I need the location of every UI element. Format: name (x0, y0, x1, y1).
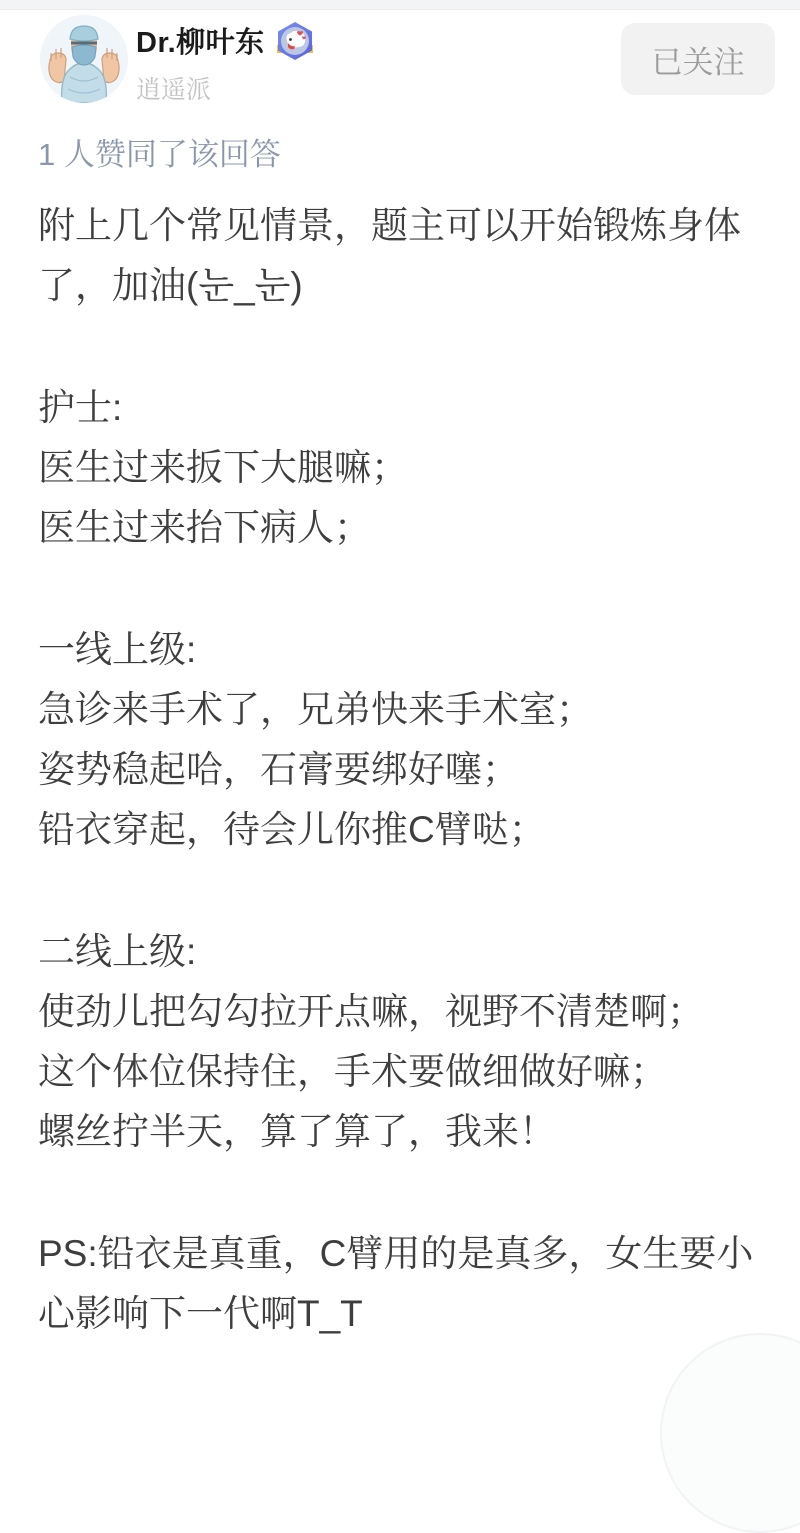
content-line: 二线上级: (38, 931, 197, 972)
author-subtitle: 逍遥派 (136, 76, 212, 104)
content-line: 护士: (38, 387, 123, 428)
content-line: PS:铅衣是真重，C臂用的是真多，女生要小 (38, 1233, 754, 1274)
content-line: 螺丝拧半天，算了算了，我来！ (38, 1111, 556, 1152)
achievement-medal-icon[interactable] (275, 21, 315, 61)
author-info (136, 20, 315, 106)
followed-button[interactable]: 已关注 (621, 23, 775, 95)
paragraph (38, 378, 770, 558)
surgeon-avatar-icon (40, 15, 128, 103)
paragraph (38, 922, 770, 1162)
paragraph (38, 196, 770, 316)
floating-action-button[interactable] (660, 1333, 800, 1533)
author-header (0, 10, 800, 110)
content-line: 了，加油(눈_눈) (38, 265, 303, 306)
author-name[interactable]: Dr.柳叶东 (136, 27, 265, 59)
top-divider (0, 0, 800, 10)
content-line: 医生过来扳下大腿嘛； (38, 447, 408, 488)
content-line: 姿势稳起哈，石膏要绑好噻； (38, 749, 519, 790)
content-line: 附上几个常见情景，题主可以开始锻炼身体 (38, 205, 741, 246)
content-line: 这个体位保持住，手术要做细做好嘛； (38, 1051, 667, 1092)
vote-count-text: 1 人赞同了该回答 (38, 137, 281, 172)
answer-content (0, 196, 800, 1344)
content-line: 心影响下一代啊T_T (38, 1293, 363, 1334)
content-line: 医生过来抬下病人； (38, 507, 371, 548)
content-line: 一线上级: (38, 629, 197, 670)
avatar[interactable] (40, 15, 128, 103)
content-line: 急诊来手术了，兄弟快来手术室； (38, 689, 593, 730)
paragraph (38, 1224, 770, 1344)
content-line: 铅衣穿起，待会儿你推C臂哒； (38, 809, 546, 850)
content-line: 使劲儿把勾勾拉开点嘛，视野不清楚啊； (38, 991, 704, 1032)
paragraph (38, 620, 770, 860)
